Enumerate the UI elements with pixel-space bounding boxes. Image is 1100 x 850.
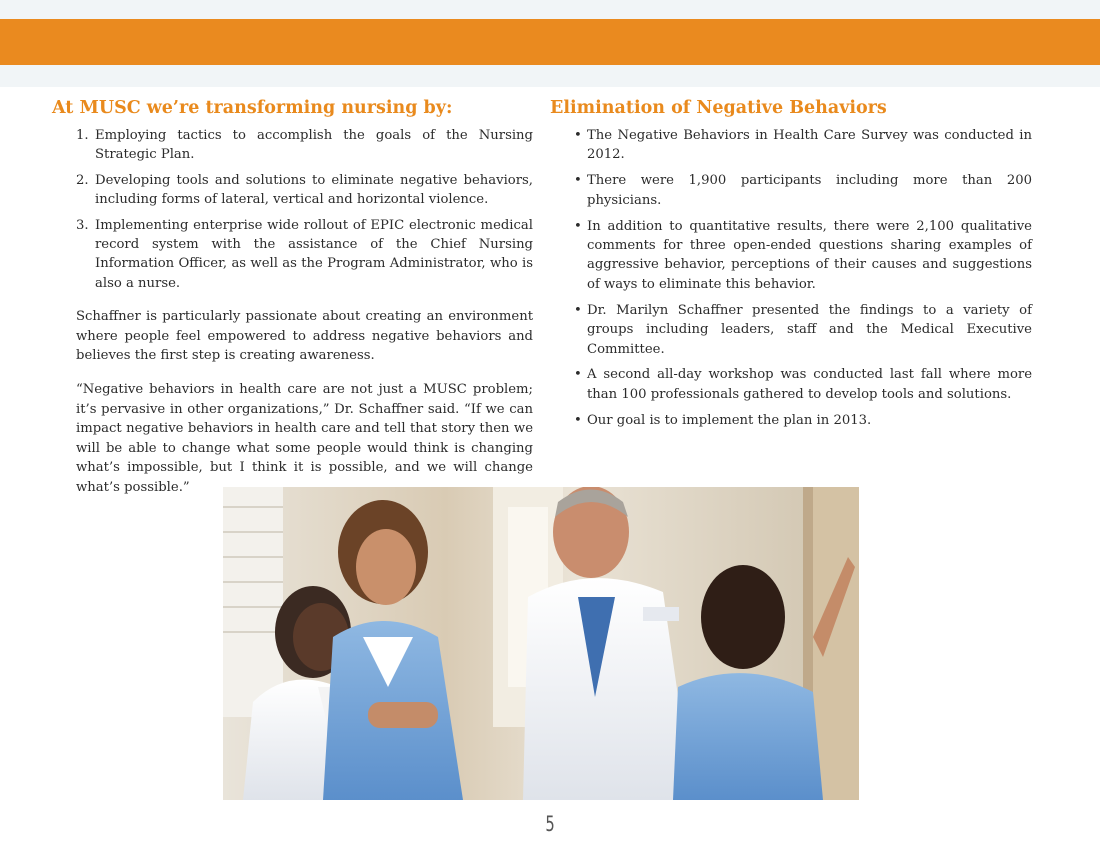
- list-item-text: In addition to quantitative results, there were 2,100 qualitative comments for three open-ended questions sharing examples of aggressive behavior, perceptions of their causes and suggestions of ways to eliminate this behavior.: [587, 218, 1032, 292]
- right-column: [550, 96, 1032, 437]
- list-item-text: A second all-day workshop was conducted last fall where more than 100 professionals gathered to develop tools and solutions.: [587, 367, 1032, 402]
- list-item: [574, 126, 1032, 165]
- negative-behaviors-list: [574, 126, 1032, 430]
- bullet-icon: •: [574, 128, 582, 143]
- list-number: 1.: [76, 128, 89, 143]
- list-item: [76, 171, 533, 210]
- list-item: [574, 217, 1032, 295]
- right-heading: Elimination of Negative Behaviors: [550, 98, 887, 118]
- clinical-staff-photo: [223, 487, 859, 800]
- header-orange-band: [0, 19, 1100, 65]
- header-top-strip: [0, 0, 1100, 19]
- header-bottom-strip: [0, 65, 1100, 87]
- bullet-icon: •: [574, 173, 582, 189]
- list-item-text: The Negative Behaviors in Health Care Survey was conducted in 2012.: [587, 128, 1032, 163]
- bullet-icon: •: [574, 302, 582, 318]
- list-item: [574, 411, 1032, 430]
- list-item-text: Employing tactics to accomplish the goals of the Nursing Strategic Plan.: [95, 128, 533, 163]
- list-item: [574, 365, 1032, 404]
- quote-paragraph: “Negative behaviors in health care are not just a MUSC problem; it’s pervasive in other organizations,” Dr. Schaffner said. “If we can impact negative behaviors in health care and tell that story then we will be able to change what some people would think is changing what’s impossible, but I think it is possible, and we will change what’s possible.”: [76, 382, 533, 495]
- list-item-text: Dr. Marilyn Schaffner presented the findings to a variety of groups including leaders, staff and the Medical Executive Committee.: [587, 302, 1032, 357]
- list-item: [76, 216, 533, 294]
- list-item-text: Developing tools and solutions to eliminate negative behaviors, including forms of lateral, vertical and horizontal violence.: [95, 172, 533, 208]
- page-number: 5: [545, 812, 555, 836]
- bullet-icon: •: [574, 412, 582, 428]
- list-item-text: Our goal is to implement the plan in 2013.: [587, 412, 872, 428]
- list-number: 3.: [76, 217, 89, 233]
- transforming-list: [76, 126, 533, 293]
- body-paragraph: Schaffner is particularly passionate about creating an environment where people feel empowered to address negative behaviors and believes the first step is creating awareness.: [76, 309, 533, 364]
- list-item: [574, 301, 1032, 359]
- bullet-icon: •: [574, 367, 582, 383]
- left-heading: At MUSC we’re transforming nursing by:: [52, 98, 453, 118]
- list-item-text: There were 1,900 participants including more than 200 physicians.: [587, 173, 1032, 208]
- list-number: 2.: [76, 172, 89, 188]
- bullet-icon: •: [574, 218, 582, 234]
- list-item: [574, 171, 1032, 210]
- list-item-text: Implementing enterprise wide rollout of EPIC electronic medical record system with the assistance of the Chief Nursing Information Officer, as well as the Program Administrator, who is also a nurse.: [95, 217, 533, 291]
- list-item: [76, 126, 533, 165]
- left-column: [52, 96, 533, 497]
